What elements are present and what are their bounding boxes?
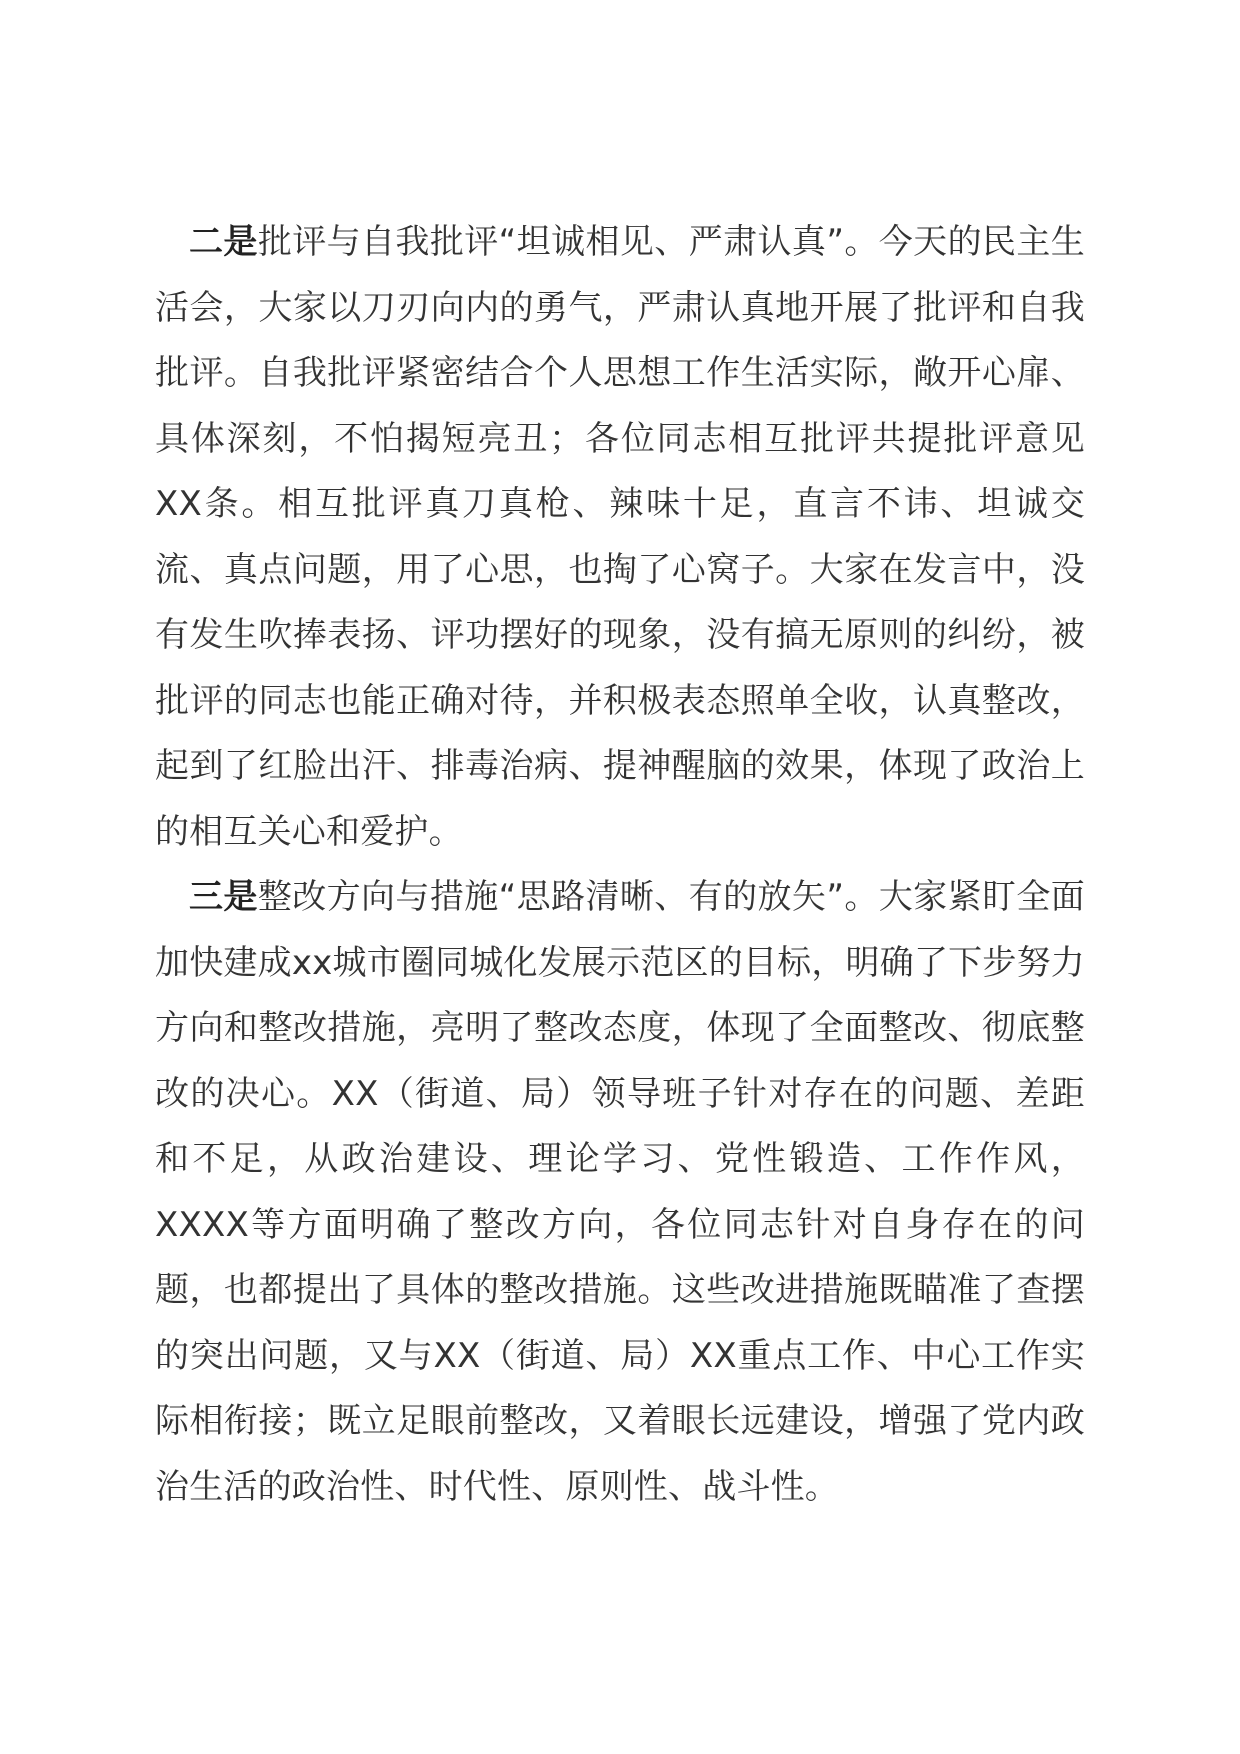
paragraph-lead: 三是 (189, 877, 258, 917)
paragraph-lead: 二是 (189, 222, 258, 262)
paragraph-text: 整改方向与措施“思路清晰、有的放矢”。大家紧盯全面加快建成xx城市圈同城化发展示范区的目标，明确了下步努力方向和整改措施，亮明了整改态度，体现了全面整改、彻底整改的决心。XX（街道、局）领导班子针对存在的问题、差距和不足，从政治建设、理论学习、党性锻造、工作作风，XXXX等方面明确了整改方向，各位同志针对自身存在的问题，也都提出了具体的整改措施。这些改进措施既瞄准了查摆的突出问题，又与XX（街道、局）XX重点工作、中心工作实际相衔接；既立足眼前整改，又着眼长远建设，增强了党内政治生活的政治性、时代性、原则性、战斗性。 (155, 877, 1085, 1507)
paragraph-text: 批评与自我批评“坦诚相见、严肃认真”。今天的民主生活会，大家以刀刃向内的勇气，严肃认真地开展了批评和自我批评。自我批评紧密结合个人思想工作生活实际，敞开心扉、具体深刻，不怕揭短亮丑；各位同志相互批评共提批评意见XX条。相互批评真刀真枪、辣味十足，直言不讳、坦诚交流、真点问题，用了心思，也掏了心窝子。大家在发言中，没有发生吹捧表扬、评功摆好的现象，没有搞无原则的纠纷，被批评的同志也能正确对待，并积极表态照单全收，认真整改，起到了红脸出汗、排毒治病、提神醒脑的效果，体现了政治上的相互关心和爱护。 (155, 222, 1085, 852)
paragraph-rectification (155, 865, 1085, 1520)
paragraph-criticism (155, 210, 1085, 865)
document-body (155, 210, 1085, 1520)
